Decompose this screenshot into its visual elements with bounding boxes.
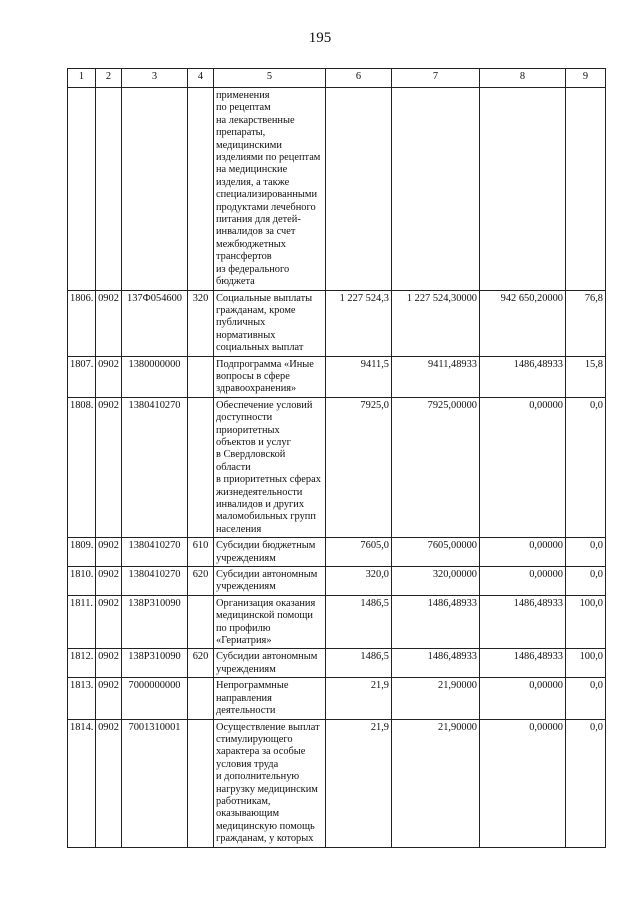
column-header: 9 (566, 69, 606, 88)
table-body (68, 88, 606, 848)
value-col7: 320,00000 (392, 567, 480, 596)
expense-type: 620 (188, 649, 214, 678)
target-code: 7000000000 (122, 678, 188, 719)
item-name: Организация оказания медицинской помощи по профилю «Гериатрия» (214, 595, 326, 649)
row-number: 1810. (68, 567, 96, 596)
target-code: 1380410270 (122, 397, 188, 537)
value-col7: 1486,48933 (392, 649, 480, 678)
item-name: Обеспечение условий доступности приоритетных объектов и услуг в Свердловской области в приоритетных сферах жизнедеятельности инвалидов и других маломобильных групп населения (214, 397, 326, 537)
table-row (68, 719, 606, 847)
target-code: 138Р310090 (122, 595, 188, 649)
expense-type (188, 678, 214, 719)
item-name: Субсидии автономным учреждениям (214, 567, 326, 596)
expense-type (188, 88, 214, 291)
value-col7: 7605,00000 (392, 538, 480, 567)
target-code: 137Ф054600 (122, 290, 188, 356)
value-col9: 0,0 (566, 719, 606, 847)
table-row (68, 397, 606, 537)
value-col7: 9411,48933 (392, 356, 480, 397)
section-code: 0902 (96, 356, 122, 397)
section-code: 0902 (96, 290, 122, 356)
page-number: 195 (308, 30, 332, 46)
item-name: применения по рецептам на лекарственные препараты, медицинскими изделиями по рецептам на медицинские изделия, а также специализированными продуктами лечебного питания для детей- инвалидов за счет межбюджетных трансфертов из федерального бюджета (214, 88, 326, 291)
value-col8 (480, 88, 566, 291)
column-header: 5 (214, 69, 326, 88)
expense-type (188, 719, 214, 847)
value-col9: 100,0 (566, 649, 606, 678)
item-name: Непрограммные направления деятельности (214, 678, 326, 719)
value-col8: 1486,48933 (480, 649, 566, 678)
table-row (68, 290, 606, 356)
row-number: 1809. (68, 538, 96, 567)
expense-type: 320 (188, 290, 214, 356)
row-number: 1813. (68, 678, 96, 719)
column-header: 2 (96, 69, 122, 88)
expense-type: 610 (188, 538, 214, 567)
value-col6: 7605,0 (326, 538, 392, 567)
table-row (68, 595, 606, 649)
budget-table (67, 68, 606, 848)
table-row (68, 356, 606, 397)
column-header: 8 (480, 69, 566, 88)
value-col9: 100,0 (566, 595, 606, 649)
row-number: 1808. (68, 397, 96, 537)
expense-type (188, 356, 214, 397)
column-header: 3 (122, 69, 188, 88)
value-col9 (566, 88, 606, 291)
section-code: 0902 (96, 538, 122, 567)
value-col7 (392, 88, 480, 291)
value-col8: 0,00000 (480, 567, 566, 596)
section-code: 0902 (96, 678, 122, 719)
value-col7: 21,90000 (392, 719, 480, 847)
value-col8: 0,00000 (480, 397, 566, 537)
value-col8: 1486,48933 (480, 595, 566, 649)
value-col6: 1 227 524,3 (326, 290, 392, 356)
value-col8: 0,00000 (480, 719, 566, 847)
item-name: Субсидии бюджетным учреждениям (214, 538, 326, 567)
column-header: 4 (188, 69, 214, 88)
value-col6: 21,9 (326, 678, 392, 719)
value-col6: 7925,0 (326, 397, 392, 537)
target-code (122, 88, 188, 291)
value-col6: 320,0 (326, 567, 392, 596)
value-col6: 1486,5 (326, 595, 392, 649)
value-col8: 0,00000 (480, 678, 566, 719)
table-row (68, 649, 606, 678)
column-header: 7 (392, 69, 480, 88)
value-col6 (326, 88, 392, 291)
item-name: Субсидии автономным учреждениям (214, 649, 326, 678)
value-col7: 1486,48933 (392, 595, 480, 649)
section-code: 0902 (96, 595, 122, 649)
value-col7: 1 227 524,30000 (392, 290, 480, 356)
value-col6: 21,9 (326, 719, 392, 847)
row-number: 1811. (68, 595, 96, 649)
value-col6: 9411,5 (326, 356, 392, 397)
target-code: 7001310001 (122, 719, 188, 847)
section-code (96, 88, 122, 291)
column-header: 6 (326, 69, 392, 88)
item-name: Осуществление выплат стимулирующего характера за особые условия труда и дополнительную нагрузку медицинским работникам, оказывающим медицинскую помощь гражданам, у которых (214, 719, 326, 847)
expense-type (188, 397, 214, 537)
value-col8: 942 650,20000 (480, 290, 566, 356)
target-code: 1380410270 (122, 538, 188, 567)
expense-type: 620 (188, 567, 214, 596)
value-col9: 76,8 (566, 290, 606, 356)
value-col9: 0,0 (566, 678, 606, 719)
row-number: 1806. (68, 290, 96, 356)
value-col6: 1486,5 (326, 649, 392, 678)
row-number: 1814. (68, 719, 96, 847)
value-col7: 7925,00000 (392, 397, 480, 537)
item-name: Подпрограмма «Иные вопросы в сфере здравоохранения» (214, 356, 326, 397)
item-name: Социальные выплаты гражданам, кроме публичных нормативных социальных выплат (214, 290, 326, 356)
table-row (68, 567, 606, 596)
section-code: 0902 (96, 567, 122, 596)
column-header: 1 (68, 69, 96, 88)
value-col9: 0,0 (566, 397, 606, 537)
value-col9: 0,0 (566, 538, 606, 567)
header-row (68, 69, 606, 88)
row-number (68, 88, 96, 291)
row-number: 1812. (68, 649, 96, 678)
table-row (68, 538, 606, 567)
table-row (68, 678, 606, 719)
section-code: 0902 (96, 719, 122, 847)
value-col8: 0,00000 (480, 538, 566, 567)
section-code: 0902 (96, 649, 122, 678)
table-row (68, 88, 606, 291)
row-number: 1807. (68, 356, 96, 397)
value-col7: 21,90000 (392, 678, 480, 719)
expense-type (188, 595, 214, 649)
value-col9: 0,0 (566, 567, 606, 596)
value-col8: 1486,48933 (480, 356, 566, 397)
value-col9: 15,8 (566, 356, 606, 397)
target-code: 138Р310090 (122, 649, 188, 678)
section-code: 0902 (96, 397, 122, 537)
target-code: 1380410270 (122, 567, 188, 596)
target-code: 1380000000 (122, 356, 188, 397)
